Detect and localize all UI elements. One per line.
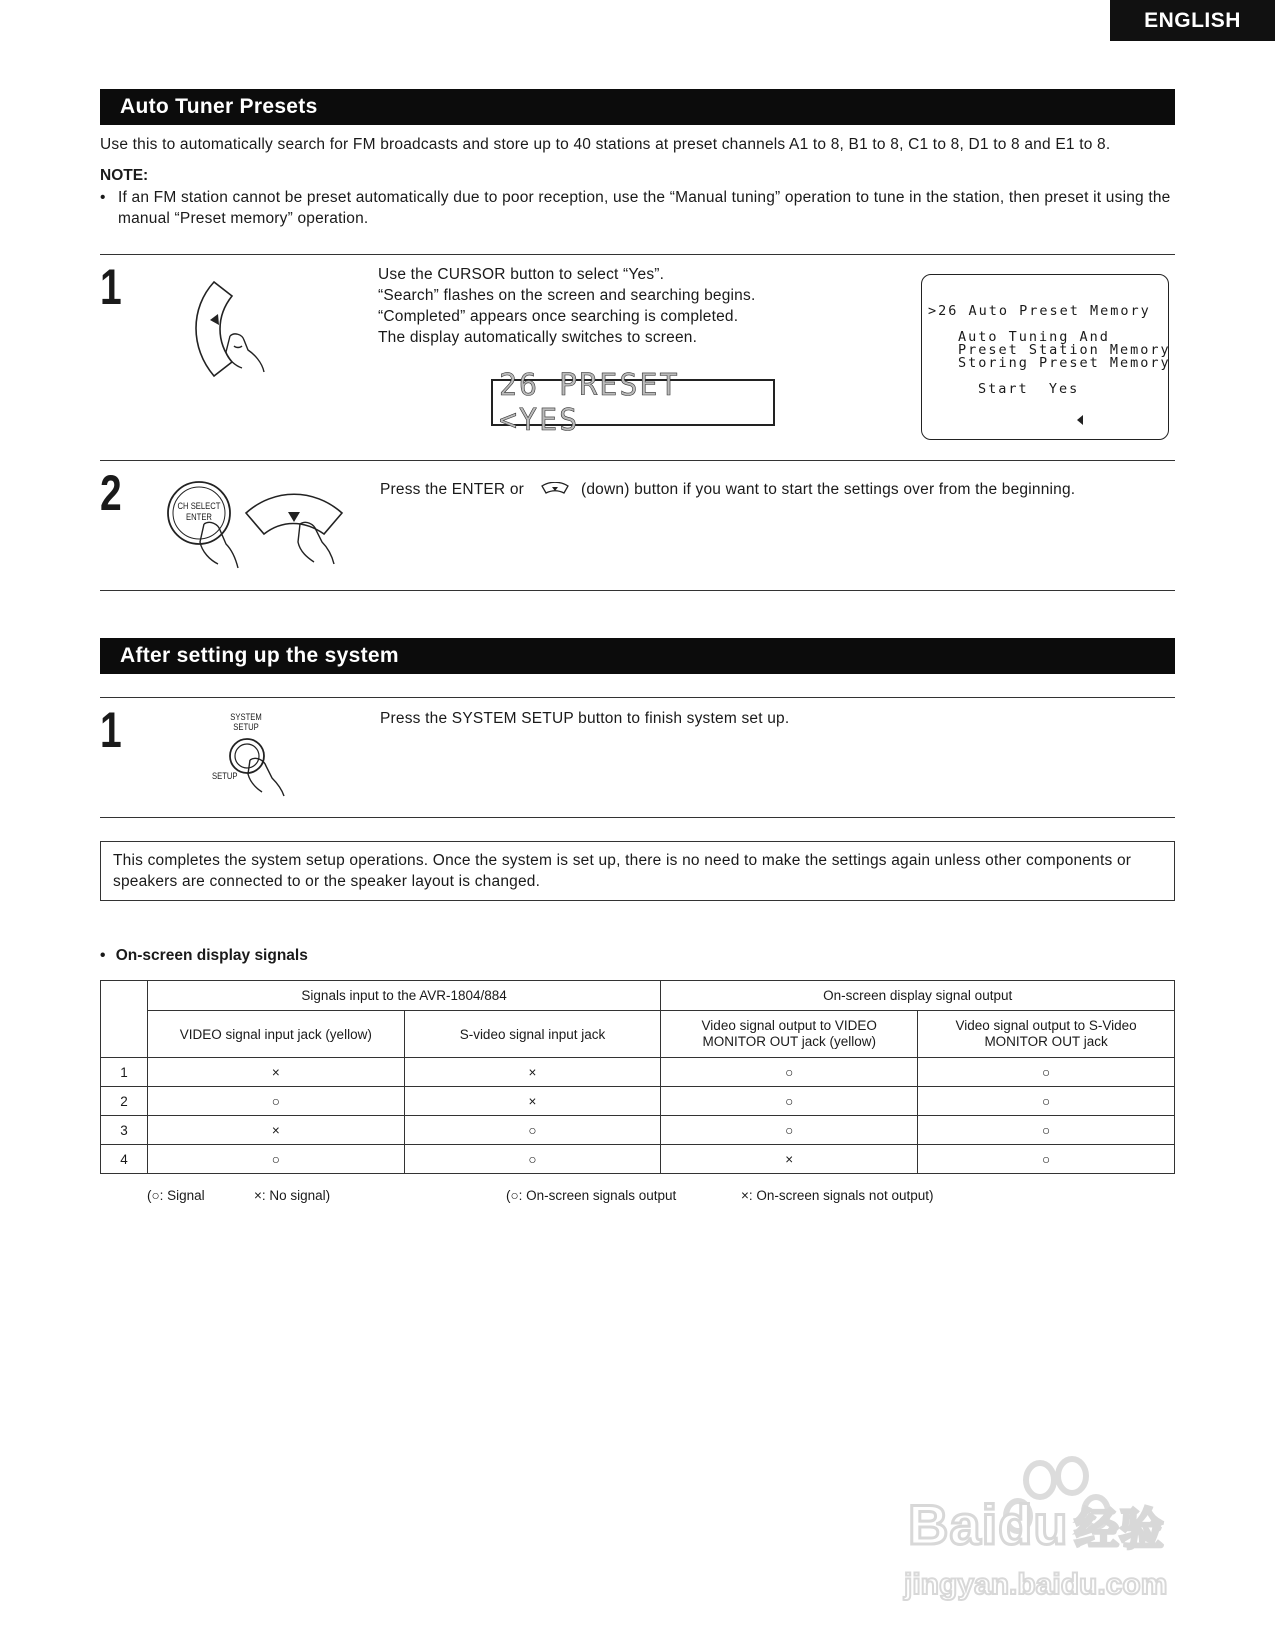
legend-osd-output: (○: On-screen signals output [506, 1188, 677, 1203]
cursor-button-illustration [190, 276, 280, 386]
step-text: Press the SYSTEM SETUP button to finish system set up. [380, 710, 790, 727]
watermark-cn: 经验 [1074, 1505, 1165, 1554]
legend-osd-not-output: ×: On-screen signals not output) [741, 1188, 934, 1203]
baidu-watermark [900, 1440, 1210, 1620]
table-cell: × [404, 1058, 661, 1087]
table-cell: ○ [661, 1087, 918, 1116]
table-cell: ○ [918, 1087, 1175, 1116]
table-cell: ○ [147, 1145, 404, 1174]
osd-line-5: Start Yes [978, 381, 1080, 397]
osd-line-2: Auto Tuning And [958, 329, 1110, 345]
watermark-url: jingyan.baidu.com [904, 1568, 1168, 1601]
table-cell: × [147, 1116, 404, 1145]
completion-note: This completes the system setup operations. Once the system is set up, there is no need to make the settings again unless other components or speakers are connected to or the speaker layout is changed. [100, 841, 1175, 901]
setup-label: SETUP [212, 771, 238, 781]
divider [100, 590, 1175, 591]
osd-line-3: Preset Station Memory [958, 342, 1171, 358]
step-number: 1 [100, 259, 122, 315]
column-header: S-video signal input jack [404, 1011, 661, 1058]
note-label: NOTE: [100, 167, 149, 184]
step2-text-before: Press the ENTER or [380, 481, 525, 498]
divider [100, 460, 1175, 461]
column-header: VIDEO signal input jack (yellow) [147, 1011, 404, 1058]
front-panel-display: 26 PRESET <YES [491, 379, 775, 426]
table-row [101, 1116, 1175, 1145]
table-cell: ○ [404, 1145, 661, 1174]
step-number: 1 [100, 702, 122, 758]
osd-line-1: >26 Auto Preset Memory [928, 303, 1151, 319]
divider [100, 817, 1175, 818]
table-cell: ○ [918, 1058, 1175, 1087]
step2-text-after: (down) button if you want to start the settings over from the beginning. [581, 481, 1076, 498]
legend-signal: (○: Signal [147, 1188, 205, 1203]
table-row [101, 1145, 1175, 1174]
table-row [101, 1087, 1175, 1116]
note-text: If an FM station cannot be preset automatically due to poor reception, use the “Manual tuning” operation to tune in the station, then preset it using the manual “Preset memory” operation. [118, 189, 1171, 227]
divider [100, 697, 1175, 698]
watermark-brand: Baidu [908, 1493, 1069, 1556]
table-cell: × [661, 1145, 918, 1174]
row-number: 4 [101, 1145, 148, 1174]
language-tab: ENGLISH [1110, 0, 1275, 41]
signals-heading [100, 947, 308, 965]
row-number: 3 [101, 1116, 148, 1145]
table-row [101, 1058, 1175, 1087]
signals-heading-text: On-screen display signals [115, 947, 308, 964]
cursor-left-arrow-icon [1075, 382, 1116, 458]
row-number: 1 [101, 1058, 148, 1087]
table-cell: × [404, 1087, 661, 1116]
section-title-after-setup: After setting up the system [100, 638, 1175, 674]
row-number: 2 [101, 1087, 148, 1116]
enter-button-illustration [164, 468, 349, 578]
signals-table [100, 980, 1175, 1174]
legend-no-signal: ×: No signal) [254, 1188, 331, 1203]
table-cell: × [147, 1058, 404, 1087]
table-cell: ○ [661, 1116, 918, 1145]
on-screen-display [921, 274, 1169, 440]
bullet: • [100, 947, 106, 964]
divider [100, 254, 1175, 255]
group-header-input: Signals input to the AVR-1804/884 [147, 981, 660, 1011]
osd-line-4: Storing Preset Memory [958, 355, 1171, 371]
system-setup-button-illustration [214, 734, 304, 800]
step1-line-1: Use the CURSOR button to select “Yes”. [378, 266, 665, 283]
table-cell: ○ [918, 1145, 1175, 1174]
column-header: Video signal output to VIDEO MONITOR OUT jack (yellow) [661, 1011, 918, 1058]
down-button-icon [540, 482, 570, 496]
step-number: 2 [100, 465, 122, 521]
step1-line-2: “Search” flashes on the screen and searching begins. [378, 287, 756, 304]
table-cell: ○ [404, 1116, 661, 1145]
table-header-row [101, 981, 1175, 1011]
column-header: Video signal output to S-Video MONITOR OUT jack [918, 1011, 1175, 1058]
group-header-output: On-screen display signal output [661, 981, 1175, 1011]
step1-line-3: “Completed” appears once searching is completed. [378, 308, 739, 325]
table-cell: ○ [661, 1058, 918, 1087]
table-cell: ○ [918, 1116, 1175, 1145]
section-title-auto-tuner: Auto Tuner Presets [100, 89, 1175, 125]
table-cell: ○ [147, 1087, 404, 1116]
note-bullet: • [100, 189, 106, 206]
intro-text: Use this to automatically search for FM broadcasts and store up to 40 stations at preset channels A1 to 8, B1 to 8, C1 to 8, D1 to 8 and E1 to 8. [100, 136, 1111, 153]
enter-button-label: CH SELECT ENTER [177, 501, 221, 522]
system-setup-label: SYSTEM SETUP [230, 712, 262, 732]
table-header-row [101, 1011, 1175, 1058]
step1-line-4: The display automatically switches to screen. [378, 329, 698, 346]
corner-cell [101, 981, 148, 1058]
